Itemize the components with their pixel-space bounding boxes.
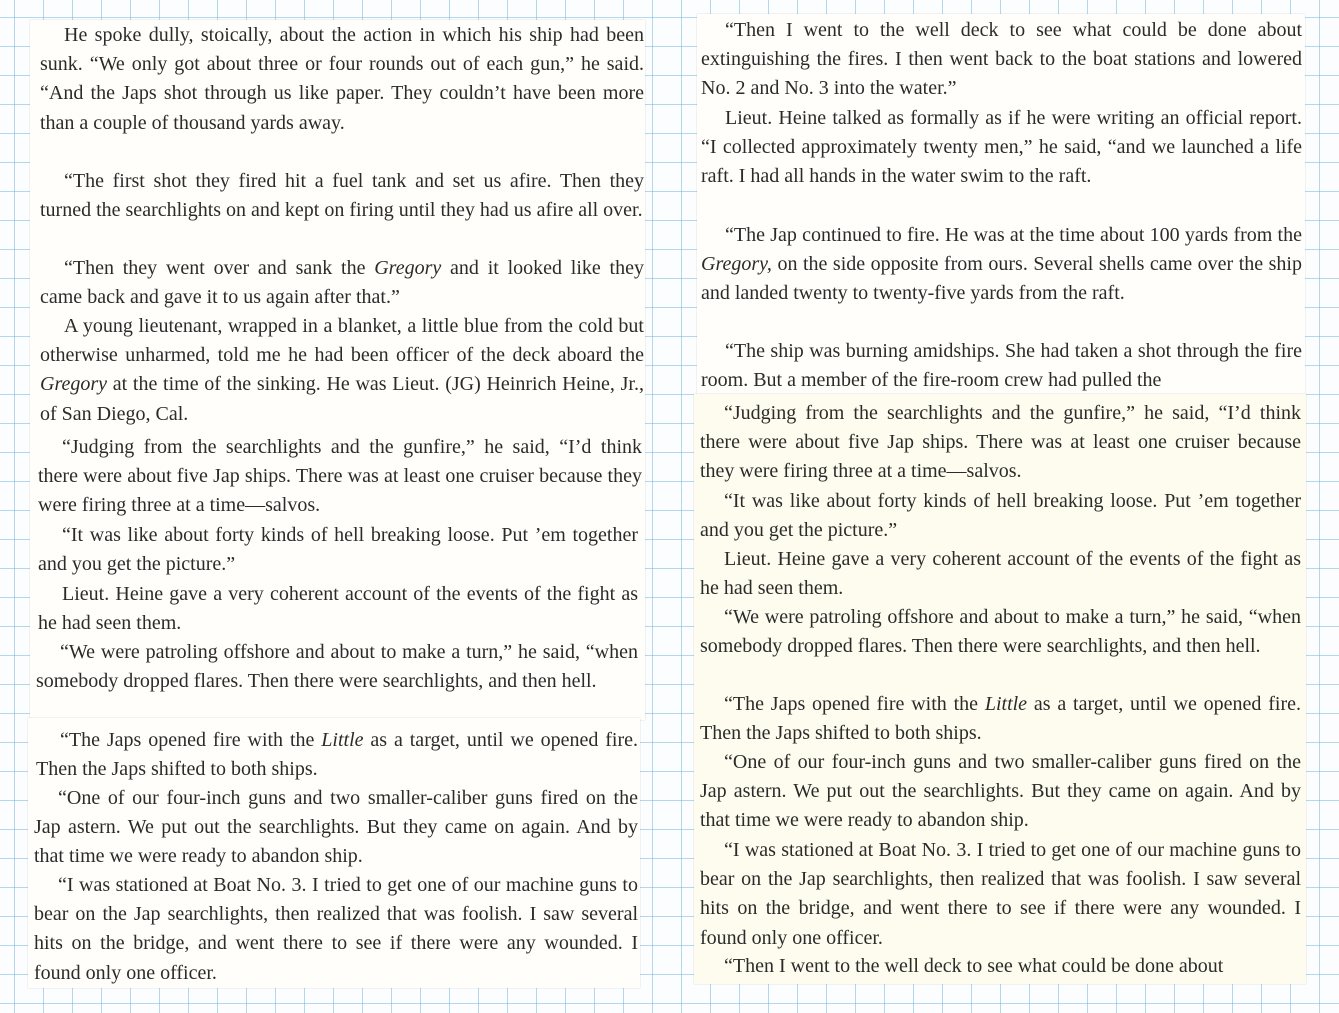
paragraph: “The Japs opened fire with the Little as a target, until we opened fire. Then the Japs shifted to both ships. xyxy=(700,693,1301,745)
paragraph: “I was stationed at Boat No. 3. I tried to get one of our machine guns to bear on the Jap searchlights, then realized that was foolish. I saw several hits on the bridge, and went there to see if there were any wounded. I found only one officer. xyxy=(34,874,638,984)
paragraph: “The Jap continued to fire. He was at the time about 100 yards from the Gregory, on the side opposite from ours. Several shells came over the ship and landed twenty to twenty-five yards from the raft. xyxy=(701,224,1302,305)
paragraph: Lieut. Heine gave a very coherent account of the events of the fight as he had seen them. xyxy=(700,548,1301,600)
paragraph: “Then I went to the well deck to see what could be done about xyxy=(724,955,1224,977)
paragraph: “The first shot they fired hit a fuel tank and set us afire. Then they turned the searchlights on and kept on firing until they had us afire all over. xyxy=(40,170,644,222)
paragraph: Lieut. Heine talked as formally as if he were writing an official report. “I collected approximately twenty men,” he said, “and we launched a life raft. I had all hands in the water swim to the raft. xyxy=(701,107,1302,188)
paragraph: “The ship was burning amidships. She had taken a shot through the fire room. But a member of the fire-room crew had pulled the xyxy=(701,340,1302,392)
paragraph: “It was like about forty kinds of hell breaking loose. Put ’em together and you get the picture.” xyxy=(700,490,1301,542)
paragraph: “Judging from the searchlights and the gunfire,” he said, “I’d think there were about five Jap ships. There was at least one cruiser because they were firing three at a time—salvos. xyxy=(38,436,642,517)
paragraph: “Then they went over and sank the Gregory and it looked like they came back and gave it to us again after that.” xyxy=(40,257,644,309)
paragraph: “Judging from the searchlights and the gunfire,” he said, “I’d think there were about five Jap ships. There was at least one cruiser because they were firing three at a time—salvos. xyxy=(700,402,1301,483)
paragraph: He spoke dully, stoically, about the action in which his ship had been sunk. “We only got about three or four rounds out of each gun,” he said. “And the Japs shot through us like paper. They couldn’t have been more than a couple of thousand yards away. xyxy=(40,24,644,134)
paragraph: “We were patroling offshore and about to make a turn,” he said, “when somebody dropped flares. Then there were searchlights, and then hell. xyxy=(36,641,638,693)
paragraph: “One of our four-inch guns and two smaller-caliber guns fired on the Jap astern. We put out the searchlights. But they came on again. And by that time we were ready to abandon ship. xyxy=(700,751,1301,832)
paragraph: “Then I went to the well deck to see what could be done about extinguishing the fires. I then went back to the boat stations and lowered No. 2 and No. 3 into the water.” xyxy=(701,19,1302,100)
paragraph: “It was like about forty kinds of hell breaking loose. Put ’em together and you get the picture.” xyxy=(38,524,638,576)
paragraph: “One of our four-inch guns and two smaller-caliber guns fired on the Jap astern. We put out the searchlights. But they came on again. And by that time we were ready to abandon ship. xyxy=(34,787,638,868)
paragraph: Lieut. Heine gave a very coherent account of the events of the fight as he had seen them. xyxy=(38,583,638,635)
paragraph: “The Japs opened fire with the Little as a target, until we opened fire. Then the Japs shifted to both ships. xyxy=(36,729,639,781)
paragraph: A young lieutenant, wrapped in a blanket, a little blue from the cold but otherwise unharmed, told me he had been officer of the deck aboard the Gregory at the time of the sinking. He was Lieut. (JG) Heinrich Heine, Jr., of San Diego, Cal. xyxy=(40,315,644,425)
paragraph: “I was stationed at Boat No. 3. I tried to get one of our machine guns to bear on the Jap searchlights, then realized that was foolish. I saw several hits on the bridge, and went there to see if there were any wounded. I found only one officer. xyxy=(700,839,1301,949)
paragraph: “We were patroling offshore and about to make a turn,” he said, “when somebody dropped flares. Then there were searchlights, and then hell. xyxy=(700,606,1301,658)
